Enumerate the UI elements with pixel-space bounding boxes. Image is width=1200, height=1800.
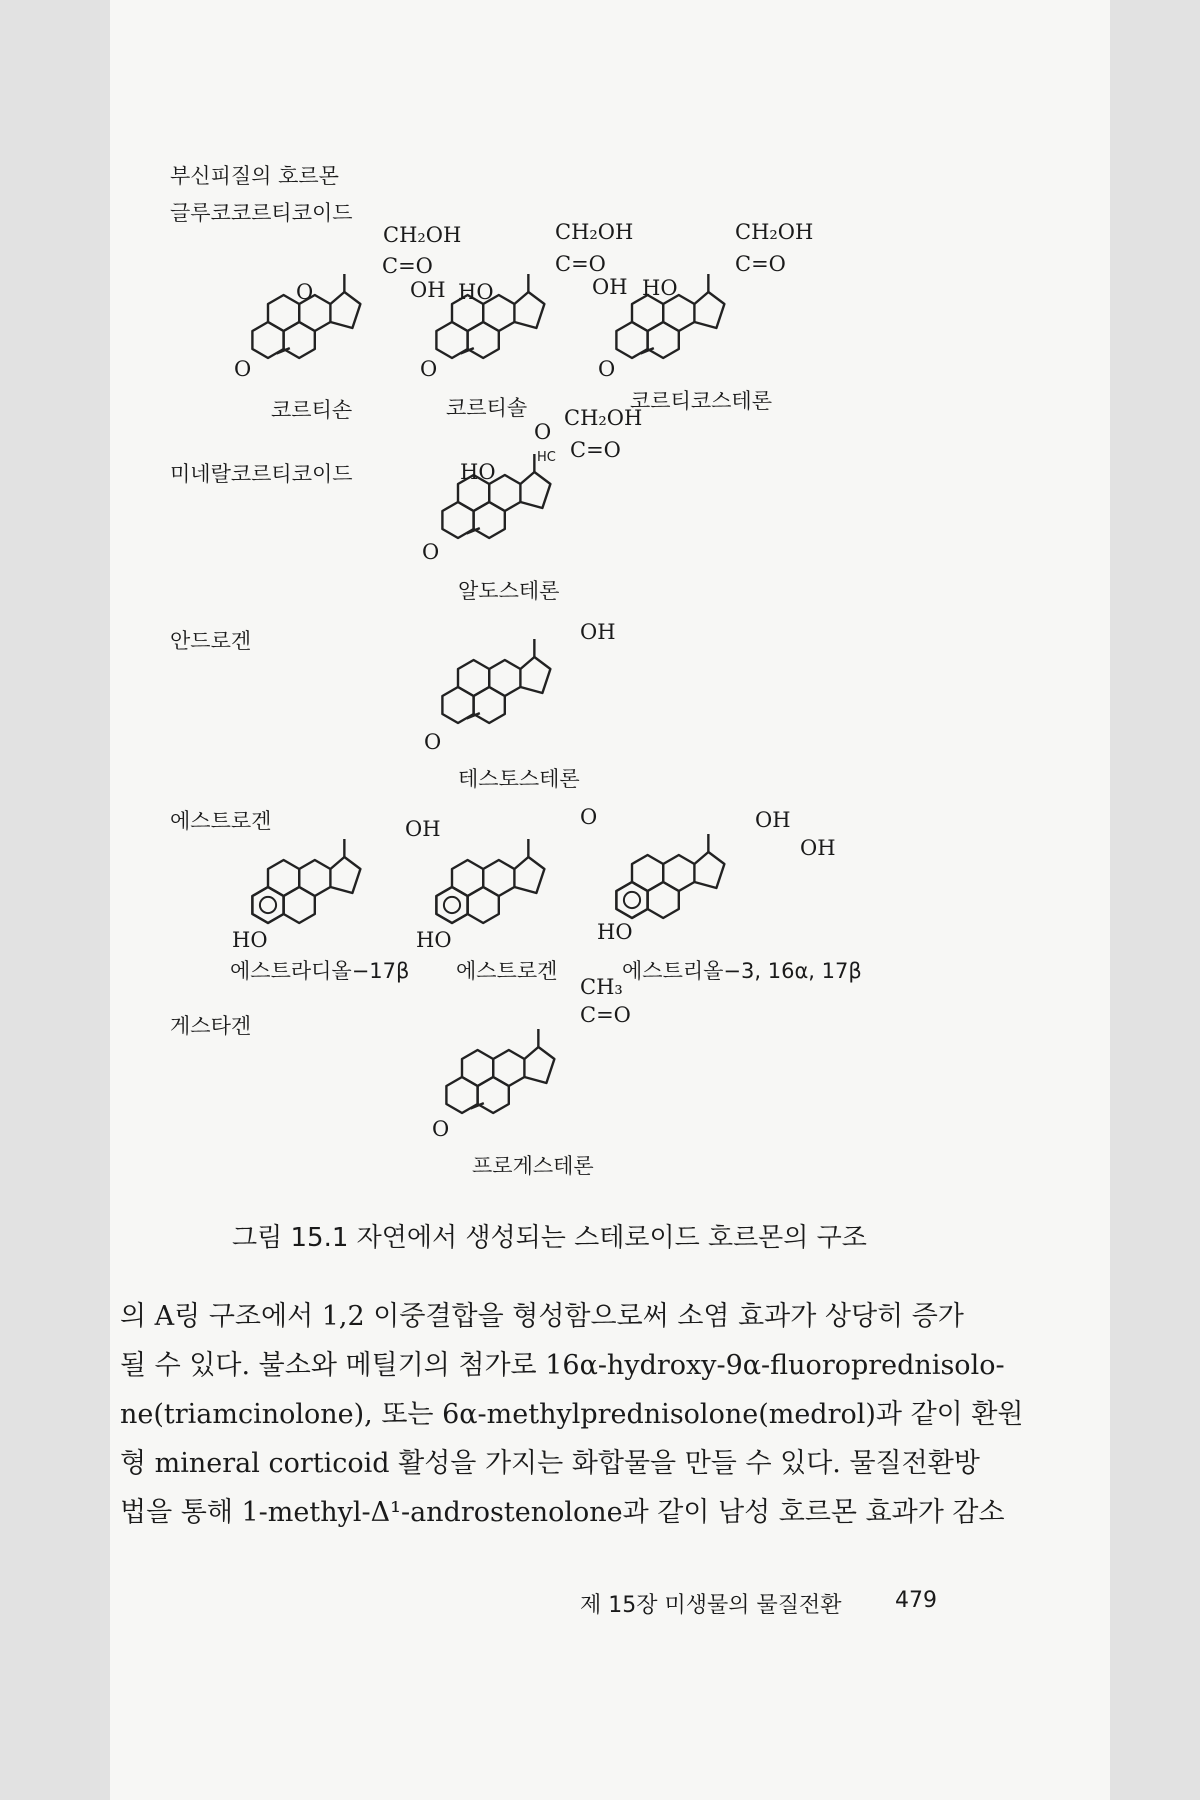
ring-c xyxy=(483,860,514,896)
body-line: ne(triamcinolone), 또는 6α-methylprednisolone(medrol)과 같이 환원 xyxy=(120,1399,1024,1430)
ring-d xyxy=(330,292,360,328)
ring-d xyxy=(330,857,360,893)
section-title-mineralocorticoid: 미네랄코르티코이드 xyxy=(170,462,353,486)
testosterone-name: 테스토스테론 xyxy=(458,767,580,791)
aromatic-ring xyxy=(436,887,467,923)
cortisol-ho: HO xyxy=(458,280,494,304)
estriol-oh-16: OH xyxy=(800,836,836,860)
ring-d xyxy=(524,1047,554,1083)
ring-d xyxy=(514,292,544,328)
footer-chapter: 제 15장 미생물의 물질전환 xyxy=(580,1593,842,1618)
estradiol-name: 에스트라디올−17β xyxy=(230,959,410,983)
cortisol-3-o: O xyxy=(420,357,438,381)
estriol-name: 에스트리올−3, 16α, 17β xyxy=(622,959,862,983)
estriol-ho: HO xyxy=(597,920,633,944)
corticosterone-3-o: O xyxy=(598,357,616,381)
aldosterone-name: 알도스테론 xyxy=(458,579,560,603)
cortisone-oh: OH xyxy=(410,278,446,302)
aldosterone-ho: HO xyxy=(460,460,496,484)
aromatic-ring xyxy=(252,887,283,923)
figure-caption: 그림 15.1 자연에서 생성되는 스테로이드 호르몬의 구조 xyxy=(232,1223,867,1253)
estriol-oh-17: OH xyxy=(755,808,791,832)
cortisone-ch2oh: CH₂OH xyxy=(383,223,462,247)
aldosterone-3-o: O xyxy=(422,540,440,564)
estradiol-oh: OH xyxy=(405,817,441,841)
ring-c-left xyxy=(268,295,299,331)
aromatic-circle xyxy=(260,897,276,913)
ring-c xyxy=(489,660,520,696)
progesterone-3-o: O xyxy=(432,1117,450,1141)
ring-c-left xyxy=(632,295,663,331)
ring-c xyxy=(663,855,694,891)
section-title-androgen: 안드로겐 xyxy=(170,629,252,653)
body-line: 의 A링 구조에서 1,2 이중결합을 형성함으로써 소염 효과가 상당히 증가 xyxy=(120,1301,964,1332)
corticosterone-c-eq-o: C=O xyxy=(735,252,786,276)
aromatic-circle xyxy=(444,897,460,913)
testosterone-3-o: O xyxy=(424,730,442,754)
cortisone-keto-o: O xyxy=(296,280,314,304)
ring-d xyxy=(514,857,544,893)
ring-c xyxy=(663,295,694,331)
progesterone-ch3: CH₃ xyxy=(580,975,623,999)
cortisol-oh: OH xyxy=(592,275,628,299)
body-paragraph xyxy=(120,1292,1024,1537)
section-title-gestagen: 게스타겐 xyxy=(170,1014,252,1038)
cortisone-name: 코르티손 xyxy=(271,398,353,422)
aromatic-circle xyxy=(624,892,640,908)
cortisone-c-eq-o: C=O xyxy=(382,254,433,278)
body-line: 될 수 있다. 불소와 메틸기의 첨가로 16α-hydroxy-9α-fluoroprednisolo- xyxy=(120,1350,1005,1381)
cortisol-name: 코르티솔 xyxy=(446,396,528,420)
aldosterone-aldehyde-o: O xyxy=(534,420,552,444)
ring-c xyxy=(493,1050,524,1086)
ring-d xyxy=(520,472,550,508)
ring-d xyxy=(694,292,724,328)
body-line: 법을 통해 1-methyl-Δ¹-androstenolone과 같이 남성 호르몬 효과가 감소 xyxy=(120,1497,1005,1528)
section-title-adrenal: 부신피질의 호르몬 xyxy=(170,164,339,188)
cortisone-3-o: O xyxy=(234,357,252,381)
ring-d xyxy=(694,852,724,888)
estrone-ho: HO xyxy=(416,928,452,952)
section-title-glucocorticoid: 글루코코르티코이드 xyxy=(170,201,353,225)
aldosterone-hc: HC xyxy=(537,450,556,465)
estrone-name: 에스트로겐 xyxy=(456,959,558,983)
ring-c-left xyxy=(458,660,489,696)
corticosterone-name: 코르티코스테론 xyxy=(630,389,773,413)
aromatic-ring xyxy=(616,882,647,918)
progesterone-c-eq-o: C=O xyxy=(580,1003,631,1027)
corticosterone-ch2oh: CH₂OH xyxy=(735,220,814,244)
cortisol-ch2oh: CH₂OH xyxy=(555,220,634,244)
body-line: 형 mineral corticoid 활성을 가지는 화합물을 만들 수 있다. 물질전환방 xyxy=(120,1448,980,1479)
section-title-estrogen: 에스트로겐 xyxy=(170,809,272,833)
ring-c-left xyxy=(462,1050,493,1086)
estrone-o: O xyxy=(580,805,598,829)
ring-c xyxy=(299,860,330,896)
estradiol-ho: HO xyxy=(232,928,268,952)
aldosterone-ch2oh: CH₂OH xyxy=(564,406,643,430)
aldosterone-c-eq-o: C=O xyxy=(570,438,621,462)
footer-page-number: 479 xyxy=(895,1588,937,1613)
ring-d xyxy=(520,657,550,693)
progesterone-name: 프로게스테론 xyxy=(472,1154,594,1178)
cortisol-c-eq-o: C=O xyxy=(555,252,606,276)
corticosterone-ho: HO xyxy=(642,276,678,300)
testosterone-oh: OH xyxy=(580,620,616,644)
